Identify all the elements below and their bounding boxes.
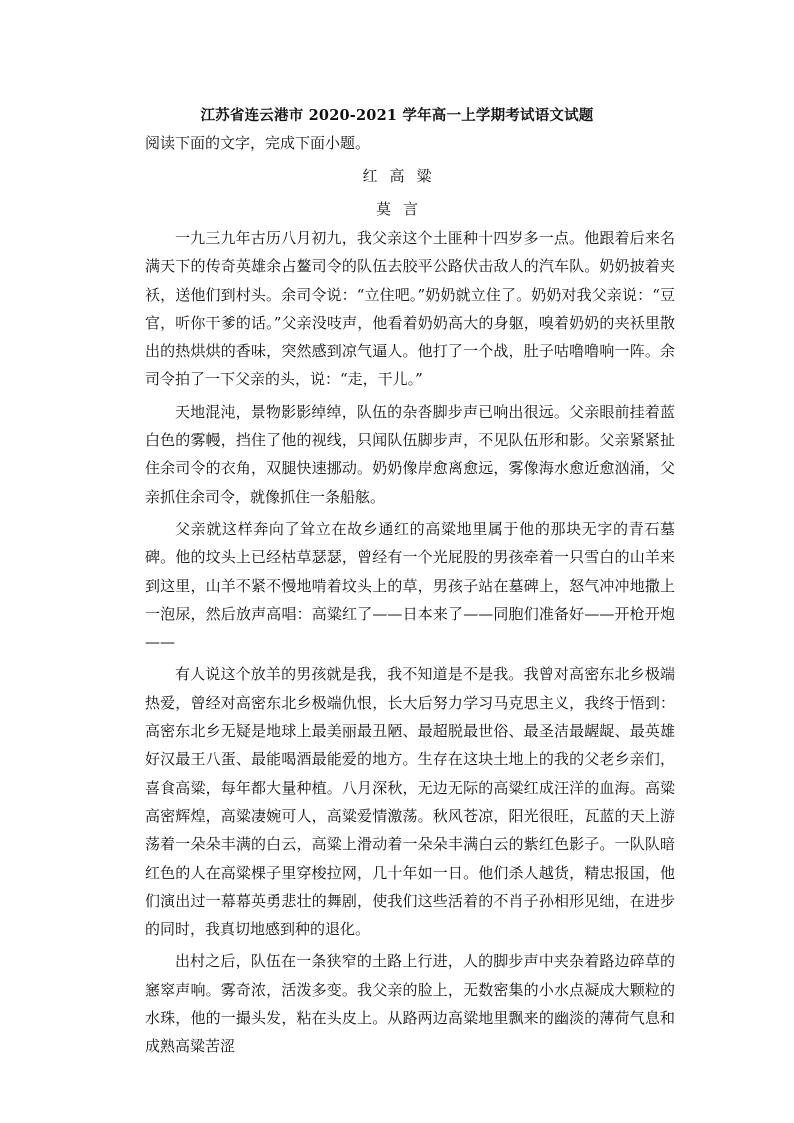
- story-author: 莫言: [375, 200, 430, 218]
- paragraph-5: 出村之后，队伍在一条狭窄的土路上行进，人的脚步声中夹杂着路边碎草的窸窣声响。雾奇浓，活泼多变。我父亲的脸上，无数密集的小水点凝成大颗粒的水珠，他的一撮头发，粘在头皮上。从路两边高粱地里飘来的幽淡的薄荷气息和成熟高粱苦涩: [145, 952, 675, 1056]
- paragraph-3: 父亲就这样奔向了耸立在故乡通红的高粱地里属于他的那块无字的青石墓碑。他的坟头上已经枯草瑟瑟，曾经有一个光屁股的男孩牵着一只雪白的山羊来到这里，山羊不紧不慢地啃着坟头上的草，男孩子站在墓碑上，怒气冲冲地撒上一泡尿，然后放声高唱：高粱红了——日本来了——同胞们准备好——开枪开炮——: [145, 519, 675, 652]
- story-title: 红高粱: [362, 167, 444, 185]
- paragraph-4: 有人说这个放羊的男孩就是我，我不知道是不是我。我曾对高密东北乡极端热爱，曾经对高密东北乡极端仇恨，长大后努力学习马克思主义，我终于悟到：高密东北乡无疑是地球上最美丽最丑陋、最超脱最世俗、最圣洁最龌龊、最英雄好汉最王八蛋、最能喝酒最能爱的地方。生存在这块土地上的我的父老乡亲们，喜食高粱，每年都大量种植。八月深秋，无边无际的高粱红成汪洋的血海。高粱高密辉煌，高粱凄婉可人，高粱爱情激荡。秋风苍凉，阳光很旺，瓦蓝的天上游荡着一朵朵丰满的白云，高粱上滑动着一朵朵丰满白云的紫红色影子。一队队暗红色的人在高粱棵子里穿梭拉网，几十年如一日。他们杀人越货，精忠报国，他们演出过一幕幕英勇悲壮的舞剧，使我们这些活着的不肖子孙相形见绌，在进步的同时，我真切地感到种的退化。: [145, 665, 675, 939]
- reading-instruction: 阅读下面的文字，完成下面小题。: [145, 134, 371, 152]
- document-title: 江苏省连云港市 2020-2021 学年高一上学期考试语文试题: [200, 107, 594, 124]
- story-body: [145, 224, 675, 1065]
- paragraph-2: 天地混沌，景物影影绰绰，队伍的杂沓脚步声已响出很远。父亲眼前挂着蓝白色的雾幔，挡住了他的视线，只闻队伍脚步声，不见队伍形和影。父亲紧紧扯住余司令的衣角，双腿快速挪动。奶奶像岸愈离愈远，雾像海水愈近愈汹涌，父亲抓住余司令，就像抓住一条船舷。: [145, 402, 675, 506]
- paragraph-1: 一九三九年古历八月初九，我父亲这个土匪种十四岁多一点。他跟着后来名满天下的传奇英雄余占鳌司令的队伍去胶平公路伏击敌人的汽车队。奶奶披着夹袄，送他们到村头。余司令说：“立住吧。”奶奶就立住了。奶奶对我父亲说：“豆官，听你干爹的话。”父亲没吱声，他看着奶奶高大的身躯，嗅着奶奶的夹袄里散出的热烘烘的香味，突然感到凉气逼人。他打了一个战，肚子咕噜噜响一阵。余司令拍了一下父亲的头，说：“走，干儿。”: [145, 229, 675, 389]
